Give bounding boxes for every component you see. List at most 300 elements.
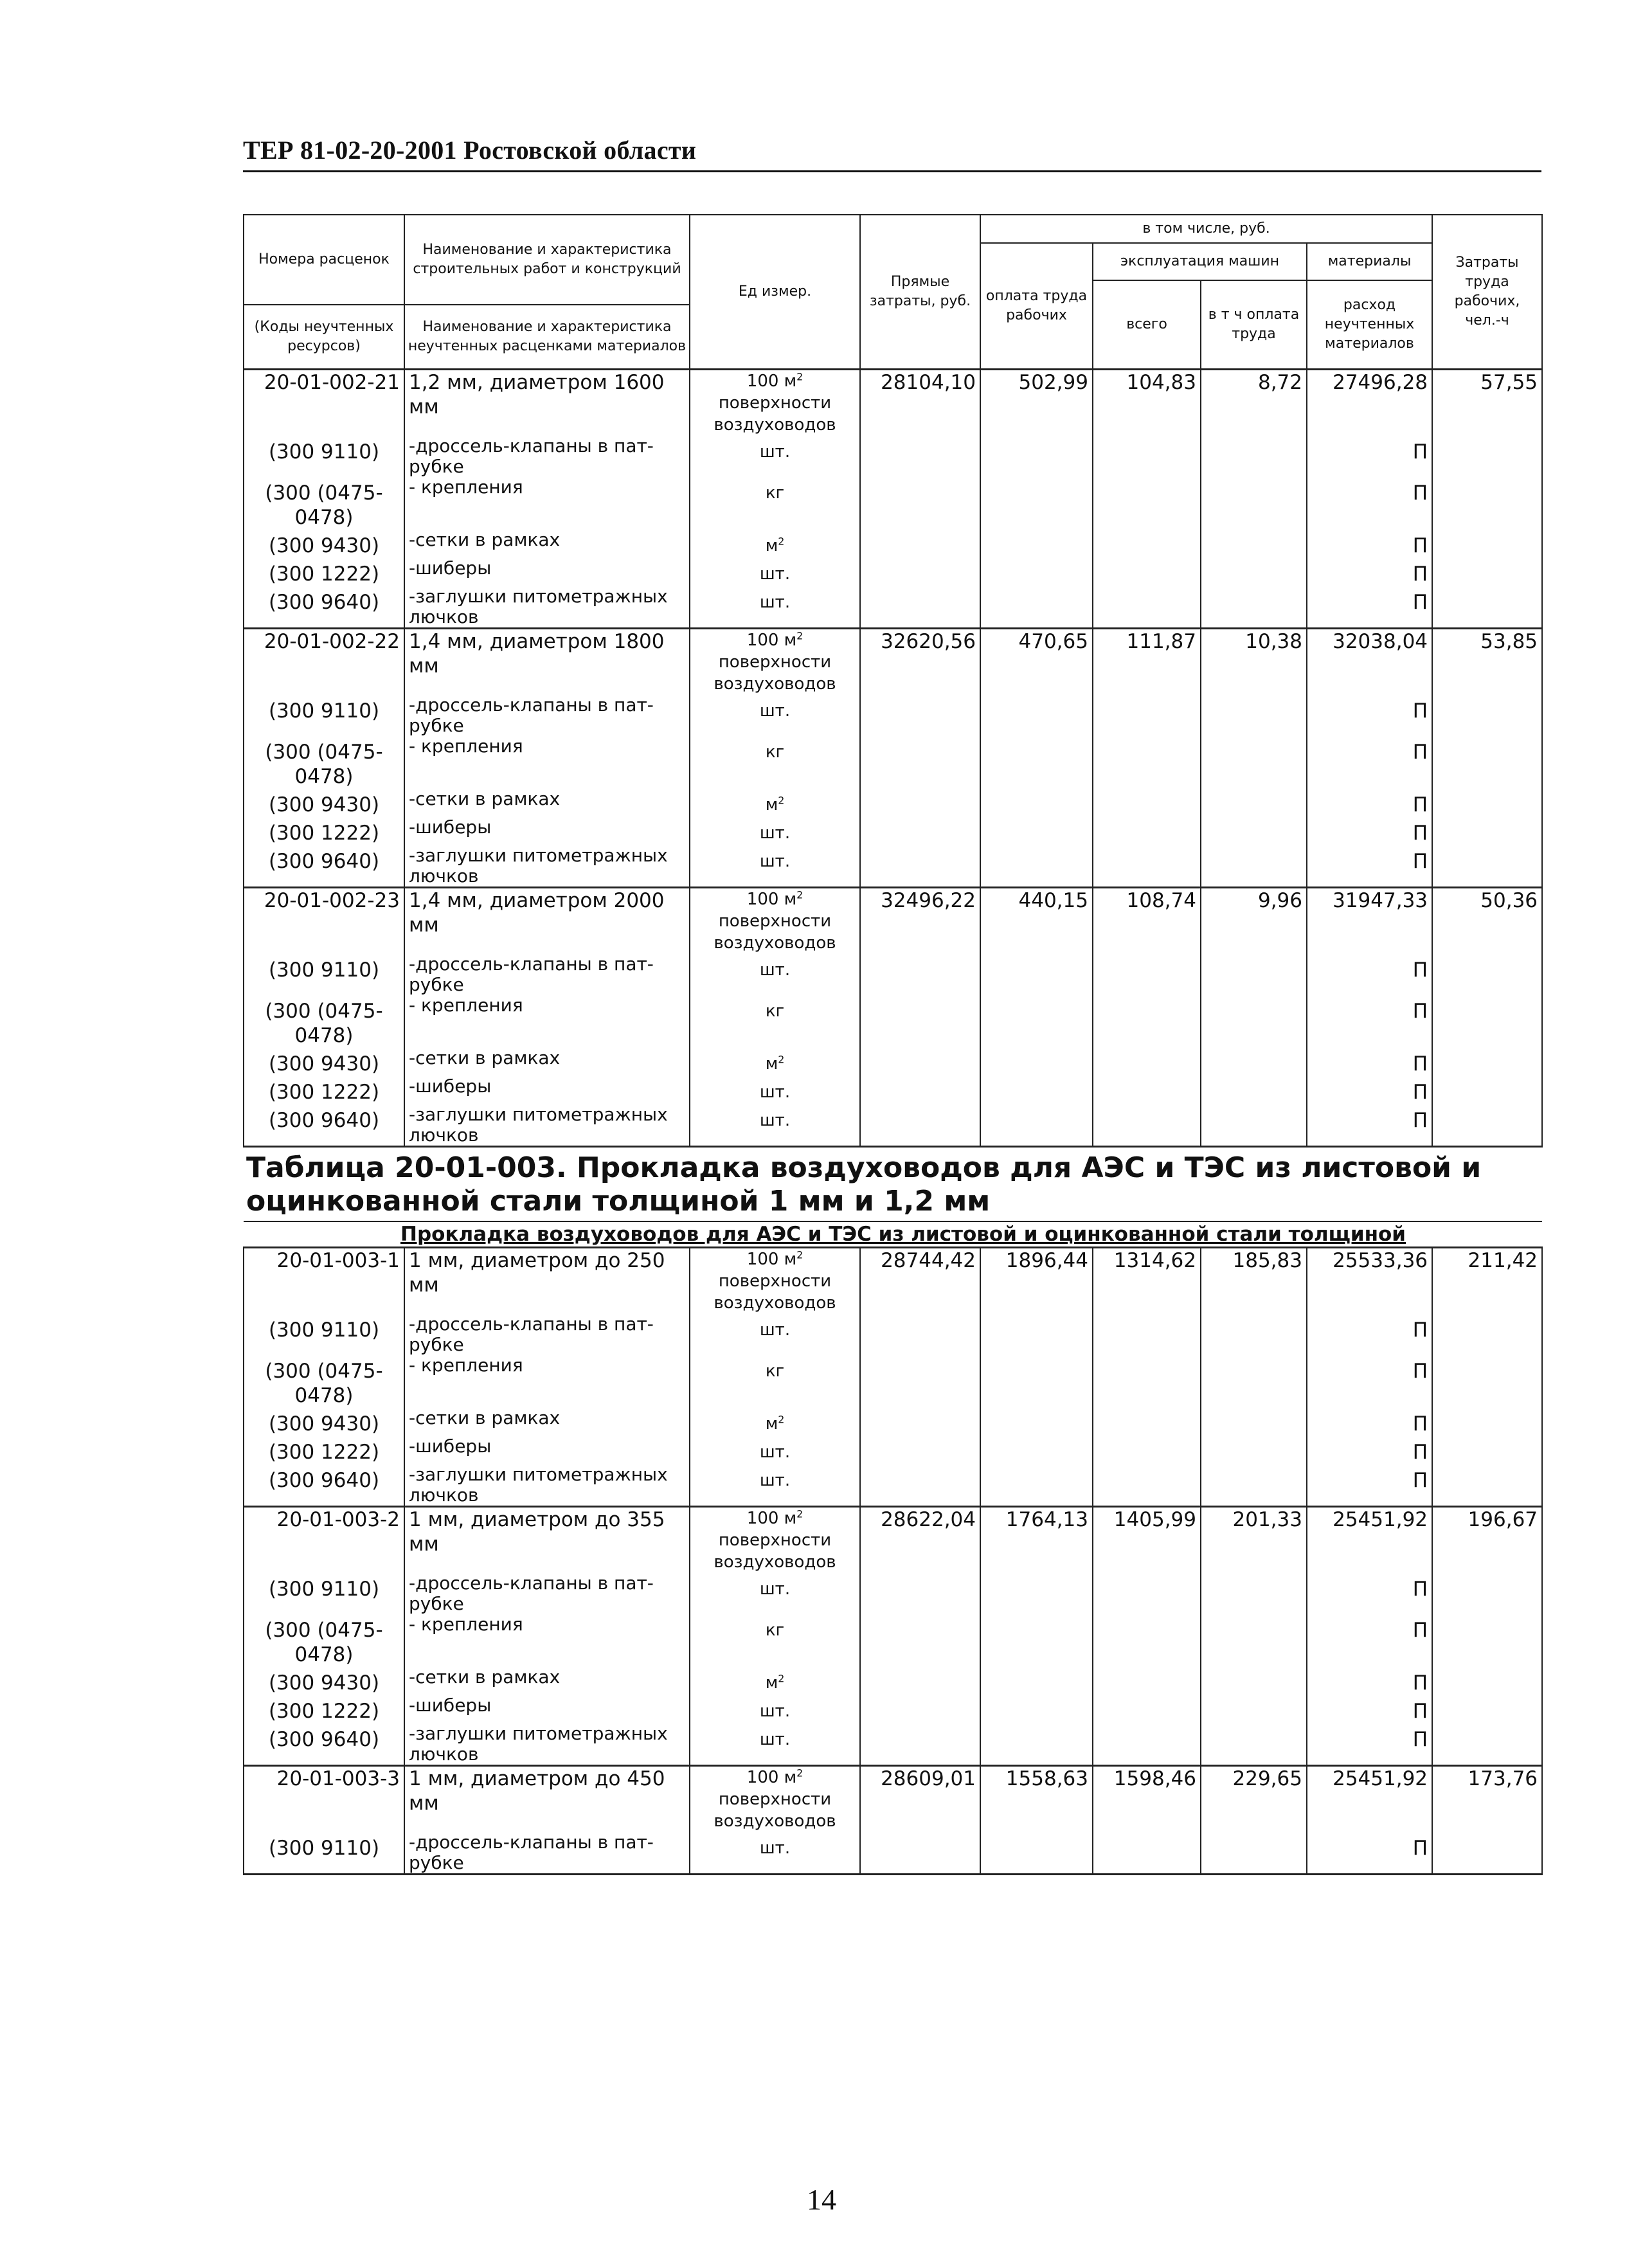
material-row bbox=[244, 789, 1542, 817]
empty-cell bbox=[1093, 436, 1201, 477]
material-unit bbox=[690, 1408, 860, 1436]
material-unit-text: м bbox=[765, 1054, 778, 1074]
empty-cell bbox=[860, 1076, 980, 1104]
empty-cell bbox=[1093, 1667, 1201, 1695]
empty-cell bbox=[1093, 1724, 1201, 1766]
material-name: -шиберы bbox=[404, 1695, 690, 1724]
material-unit-text: шт. bbox=[759, 1320, 791, 1340]
rate-block bbox=[244, 628, 1542, 887]
empty-cell bbox=[1432, 1076, 1542, 1104]
empty-cell bbox=[1093, 586, 1201, 629]
header-materials: материалы bbox=[1307, 243, 1432, 280]
unit-amount: 100 м bbox=[746, 1767, 797, 1787]
empty-cell bbox=[980, 1314, 1093, 1355]
unit-description: поверхности воздуховодов bbox=[714, 911, 836, 953]
empty-cell bbox=[1432, 695, 1542, 736]
empty-cell bbox=[1093, 995, 1201, 1048]
empty-cell bbox=[980, 1104, 1093, 1147]
material-name: -сетки в рамках bbox=[404, 1667, 690, 1695]
material-name: - крепления bbox=[404, 736, 690, 789]
empty-cell bbox=[1432, 1614, 1542, 1667]
material-row bbox=[244, 558, 1542, 586]
empty-cell bbox=[860, 1436, 980, 1464]
resource-code: (300 9640) bbox=[244, 1464, 404, 1507]
empty-cell bbox=[1093, 845, 1201, 888]
material-flag: П bbox=[1307, 1436, 1432, 1464]
resource-code: (300 1222) bbox=[244, 558, 404, 586]
material-unit bbox=[690, 1048, 860, 1076]
machines-total: 111,87 bbox=[1093, 628, 1201, 695]
material-flag: П bbox=[1307, 558, 1432, 586]
material-unit-exponent: 2 bbox=[778, 1053, 785, 1065]
material-name: -шиберы bbox=[404, 558, 690, 586]
material-flag: П bbox=[1307, 845, 1432, 888]
empty-cell bbox=[860, 1832, 980, 1875]
unit-exponent: 2 bbox=[796, 1767, 804, 1779]
material-name: -дроссель-клапаны в пат-рубке bbox=[404, 436, 690, 477]
empty-cell bbox=[1093, 789, 1201, 817]
header-labor-costs: Затраты труда рабочих, чел.-ч bbox=[1432, 215, 1542, 369]
empty-cell bbox=[1093, 1048, 1201, 1076]
material-unit-text: шт. bbox=[759, 592, 791, 612]
header-rate-numbers: Номера расценок bbox=[244, 215, 404, 305]
empty-cell bbox=[860, 1695, 980, 1724]
rate-block bbox=[244, 1506, 1542, 1765]
section-subtitle-row bbox=[244, 1221, 1542, 1248]
rate-block bbox=[244, 1765, 1542, 1874]
empty-cell bbox=[860, 530, 980, 558]
empty-cell bbox=[1201, 817, 1307, 845]
header-machines-pay: в т ч оплата труда bbox=[1201, 280, 1307, 369]
machines-total: 108,74 bbox=[1093, 887, 1201, 954]
document-title: ТЕР 81-02-20-2001 Ростовской области bbox=[243, 136, 697, 165]
material-name: - крепления bbox=[404, 477, 690, 530]
material-unit bbox=[690, 995, 860, 1048]
empty-cell bbox=[1432, 1832, 1542, 1875]
empty-cell bbox=[1201, 558, 1307, 586]
rate-block bbox=[244, 887, 1542, 1146]
material-unit bbox=[690, 1614, 860, 1667]
rate-row bbox=[244, 1506, 1542, 1573]
unit-amount: 100 м bbox=[746, 630, 797, 650]
machines-pay: 10,38 bbox=[1201, 628, 1307, 695]
material-unit bbox=[690, 1667, 860, 1695]
empty-cell bbox=[1201, 436, 1307, 477]
material-name: -заглушки питометражных лючков bbox=[404, 1464, 690, 1507]
labor-costs: 173,76 bbox=[1432, 1765, 1542, 1832]
empty-cell bbox=[1432, 736, 1542, 789]
material-unit bbox=[690, 817, 860, 845]
header-rule bbox=[243, 170, 1541, 172]
empty-cell bbox=[1432, 845, 1542, 888]
empty-cell bbox=[1432, 558, 1542, 586]
unit-description: поверхности воздуховодов bbox=[714, 1530, 836, 1572]
material-unit bbox=[690, 695, 860, 736]
rate-unit bbox=[690, 1506, 860, 1573]
empty-cell bbox=[1093, 1695, 1201, 1724]
empty-cell bbox=[1093, 1464, 1201, 1507]
labor-pay: 1558,63 bbox=[980, 1765, 1093, 1832]
material-row bbox=[244, 477, 1542, 530]
unit-description: поверхности воздуховодов bbox=[714, 393, 836, 435]
empty-cell bbox=[1201, 1314, 1307, 1355]
empty-cell bbox=[1201, 1464, 1307, 1507]
empty-cell bbox=[1432, 1048, 1542, 1076]
unit-description: поверхности воздуховодов bbox=[714, 652, 836, 694]
material-unit bbox=[690, 1695, 860, 1724]
material-row bbox=[244, 1667, 1542, 1695]
empty-cell bbox=[860, 736, 980, 789]
labor-costs: 211,42 bbox=[1432, 1247, 1542, 1314]
empty-cell bbox=[980, 1614, 1093, 1667]
material-flag: П bbox=[1307, 1314, 1432, 1355]
material-name: -дроссель-клапаны в пат-рубке bbox=[404, 1573, 690, 1614]
resource-code: (300 9110) bbox=[244, 1573, 404, 1614]
empty-cell bbox=[980, 1408, 1093, 1436]
material-unit-exponent: 2 bbox=[778, 794, 785, 806]
empty-cell bbox=[1093, 954, 1201, 995]
empty-cell bbox=[860, 695, 980, 736]
material-flag: П bbox=[1307, 1573, 1432, 1614]
material-unit-text: м bbox=[765, 536, 778, 555]
unit-amount: 100 м bbox=[746, 1508, 797, 1528]
material-row bbox=[244, 995, 1542, 1048]
empty-cell bbox=[1093, 1104, 1201, 1147]
machines-total: 1405,99 bbox=[1093, 1506, 1201, 1573]
empty-cell bbox=[1201, 1695, 1307, 1724]
material-unit bbox=[690, 477, 860, 530]
material-flag: П bbox=[1307, 1724, 1432, 1766]
empty-cell bbox=[980, 530, 1093, 558]
labor-costs: 50,36 bbox=[1432, 887, 1542, 954]
material-unit-text: шт. bbox=[759, 823, 791, 843]
empty-cell bbox=[860, 436, 980, 477]
empty-cell bbox=[860, 1667, 980, 1695]
material-row bbox=[244, 1464, 1542, 1507]
empty-cell bbox=[1201, 1724, 1307, 1766]
material-unit bbox=[690, 586, 860, 629]
material-row bbox=[244, 1355, 1542, 1408]
material-unit-text: шт. bbox=[759, 442, 791, 462]
empty-cell bbox=[1432, 586, 1542, 629]
empty-cell bbox=[860, 1408, 980, 1436]
resource-code: (300 (0475-0478) bbox=[244, 736, 404, 789]
materials-cost: 25451,92 bbox=[1307, 1506, 1432, 1573]
machines-pay: 185,83 bbox=[1201, 1247, 1307, 1314]
material-unit bbox=[690, 558, 860, 586]
resource-code: (300 9430) bbox=[244, 530, 404, 558]
material-flag: П bbox=[1307, 1832, 1432, 1875]
material-name: -заглушки питометражных лючков bbox=[404, 845, 690, 888]
machines-pay: 8,72 bbox=[1201, 369, 1307, 436]
rate-code: 20-01-003-2 bbox=[244, 1506, 404, 1573]
material-unit-text: шт. bbox=[759, 1838, 791, 1858]
resource-code: (300 9430) bbox=[244, 1667, 404, 1695]
empty-cell bbox=[860, 1314, 980, 1355]
material-row bbox=[244, 1832, 1542, 1875]
material-unit-text: кг bbox=[765, 1001, 785, 1021]
empty-cell bbox=[1432, 1104, 1542, 1147]
material-flag: П bbox=[1307, 817, 1432, 845]
empty-cell bbox=[1432, 1355, 1542, 1408]
empty-cell bbox=[860, 995, 980, 1048]
empty-cell bbox=[1201, 736, 1307, 789]
resource-code: (300 9110) bbox=[244, 1832, 404, 1875]
unit-amount: 100 м bbox=[746, 371, 797, 391]
empty-cell bbox=[1093, 1614, 1201, 1667]
page-number: 14 bbox=[807, 2183, 836, 2216]
material-name: -заглушки питометражных лючков bbox=[404, 1724, 690, 1766]
section-subtitle: Прокладка воздуховодов для АЭС и ТЭС из листовой и оцинкованной стали толщиной bbox=[244, 1221, 1542, 1248]
empty-cell bbox=[860, 1104, 980, 1147]
empty-cell bbox=[980, 586, 1093, 629]
material-row bbox=[244, 530, 1542, 558]
empty-cell bbox=[1201, 1614, 1307, 1667]
material-row bbox=[244, 1408, 1542, 1436]
material-unit-text: шт. bbox=[759, 1729, 791, 1749]
material-flag: П bbox=[1307, 1355, 1432, 1408]
material-unit-text: шт. bbox=[759, 960, 791, 980]
empty-cell bbox=[860, 1614, 980, 1667]
direct-costs: 28609,01 bbox=[860, 1765, 980, 1832]
material-unit-text: м bbox=[765, 795, 778, 815]
material-row bbox=[244, 1314, 1542, 1355]
material-flag: П bbox=[1307, 477, 1432, 530]
material-row bbox=[244, 1573, 1542, 1614]
header-resource-codes: (Коды неучтенных ресурсов) bbox=[244, 305, 404, 369]
empty-cell bbox=[1093, 477, 1201, 530]
header-labor-pay: оплата труда рабочих bbox=[980, 243, 1093, 369]
empty-cell bbox=[1432, 954, 1542, 995]
material-row bbox=[244, 586, 1542, 629]
page-header bbox=[243, 132, 1541, 172]
materials-cost: 25451,92 bbox=[1307, 1765, 1432, 1832]
resource-code: (300 1222) bbox=[244, 817, 404, 845]
material-flag: П bbox=[1307, 436, 1432, 477]
material-flag: П bbox=[1307, 1048, 1432, 1076]
empty-cell bbox=[860, 1355, 980, 1408]
empty-cell bbox=[1093, 558, 1201, 586]
empty-cell bbox=[1432, 1724, 1542, 1766]
empty-cell bbox=[980, 1695, 1093, 1724]
rate-row bbox=[244, 628, 1542, 695]
empty-cell bbox=[1201, 845, 1307, 888]
material-flag: П bbox=[1307, 1614, 1432, 1667]
rate-row bbox=[244, 1765, 1542, 1832]
unit-exponent: 2 bbox=[796, 1508, 804, 1520]
empty-cell bbox=[1093, 530, 1201, 558]
material-unit bbox=[690, 1314, 860, 1355]
empty-cell bbox=[1432, 477, 1542, 530]
rate-unit bbox=[690, 369, 860, 436]
material-flag: П bbox=[1307, 954, 1432, 995]
materials-cost: 27496,28 bbox=[1307, 369, 1432, 436]
labor-costs: 196,67 bbox=[1432, 1506, 1542, 1573]
empty-cell bbox=[1432, 1436, 1542, 1464]
empty-cell bbox=[980, 1464, 1093, 1507]
resource-code: (300 1222) bbox=[244, 1695, 404, 1724]
material-unit-text: шт. bbox=[759, 1701, 791, 1721]
empty-cell bbox=[1432, 789, 1542, 817]
empty-cell bbox=[1093, 736, 1201, 789]
material-row bbox=[244, 1724, 1542, 1766]
material-name: - крепления bbox=[404, 995, 690, 1048]
material-row bbox=[244, 954, 1542, 995]
material-name: -шиберы bbox=[404, 817, 690, 845]
resource-code: (300 9640) bbox=[244, 845, 404, 888]
empty-cell bbox=[980, 1667, 1093, 1695]
material-flag: П bbox=[1307, 1464, 1432, 1507]
resource-code: (300 (0475-0478) bbox=[244, 477, 404, 530]
material-unit bbox=[690, 954, 860, 995]
material-unit-text: шт. bbox=[759, 1579, 791, 1599]
empty-cell bbox=[1432, 995, 1542, 1048]
material-row bbox=[244, 1048, 1542, 1076]
rate-unit bbox=[690, 887, 860, 954]
empty-cell bbox=[980, 995, 1093, 1048]
resource-code: (300 9110) bbox=[244, 695, 404, 736]
material-flag: П bbox=[1307, 1667, 1432, 1695]
material-name: -заглушки питометражных лючков bbox=[404, 1104, 690, 1147]
empty-cell bbox=[860, 954, 980, 995]
header-including: в том числе, руб. bbox=[980, 215, 1432, 243]
empty-cell bbox=[980, 1076, 1093, 1104]
empty-cell bbox=[1201, 1076, 1307, 1104]
material-row bbox=[244, 845, 1542, 888]
empty-cell bbox=[860, 558, 980, 586]
rate-name: 1 мм, диаметром до 450 мм bbox=[404, 1765, 690, 1832]
resource-code: (300 1222) bbox=[244, 1436, 404, 1464]
empty-cell bbox=[1093, 1355, 1201, 1408]
material-name: - крепления bbox=[404, 1355, 690, 1408]
material-unit-text: кг bbox=[765, 1361, 785, 1381]
empty-cell bbox=[1432, 1464, 1542, 1507]
resource-code: (300 (0475-0478) bbox=[244, 1614, 404, 1667]
material-unit-text: шт. bbox=[759, 851, 791, 871]
machines-total: 1314,62 bbox=[1093, 1247, 1201, 1314]
empty-cell bbox=[1201, 1573, 1307, 1614]
material-unit-text: шт. bbox=[759, 1442, 791, 1462]
unit-exponent: 2 bbox=[796, 629, 804, 642]
rate-code: 20-01-003-1 bbox=[244, 1247, 404, 1314]
empty-cell bbox=[860, 1464, 980, 1507]
rate-code: 20-01-003-3 bbox=[244, 1765, 404, 1832]
material-flag: П bbox=[1307, 789, 1432, 817]
material-row bbox=[244, 817, 1542, 845]
material-unit bbox=[690, 530, 860, 558]
empty-cell bbox=[860, 845, 980, 888]
empty-cell bbox=[980, 954, 1093, 995]
material-name: - крепления bbox=[404, 1614, 690, 1667]
rate-row bbox=[244, 887, 1542, 954]
empty-cell bbox=[1093, 1832, 1201, 1875]
direct-costs: 28744,42 bbox=[860, 1247, 980, 1314]
empty-cell bbox=[1093, 1573, 1201, 1614]
rate-unit bbox=[690, 1247, 860, 1314]
empty-cell bbox=[980, 1724, 1093, 1766]
rate-code: 20-01-002-21 bbox=[244, 369, 404, 436]
empty-cell bbox=[1432, 1408, 1542, 1436]
empty-cell bbox=[1093, 695, 1201, 736]
material-unit-text: кг bbox=[765, 742, 785, 762]
machines-pay: 201,33 bbox=[1201, 1506, 1307, 1573]
empty-cell bbox=[1201, 1355, 1307, 1408]
header-machines-total: всего bbox=[1093, 280, 1201, 369]
empty-cell bbox=[1201, 1104, 1307, 1147]
empty-cell bbox=[1432, 530, 1542, 558]
material-name: -сетки в рамках bbox=[404, 530, 690, 558]
material-flag: П bbox=[1307, 586, 1432, 629]
material-name: -заглушки питометражных лючков bbox=[404, 586, 690, 629]
material-unit-exponent: 2 bbox=[778, 1672, 785, 1684]
resource-code: (300 (0475-0478) bbox=[244, 1355, 404, 1408]
material-unit bbox=[690, 1464, 860, 1507]
material-row bbox=[244, 736, 1542, 789]
empty-cell bbox=[860, 817, 980, 845]
empty-cell bbox=[980, 477, 1093, 530]
rate-name: 1,2 мм, диаметром 1600 мм bbox=[404, 369, 690, 436]
header-direct-costs: Прямые затраты, руб. bbox=[860, 215, 980, 369]
material-row bbox=[244, 1436, 1542, 1464]
material-unit bbox=[690, 1355, 860, 1408]
empty-cell bbox=[1201, 1436, 1307, 1464]
material-unit bbox=[690, 736, 860, 789]
rate-name: 1,4 мм, диаметром 1800 мм bbox=[404, 628, 690, 695]
empty-cell bbox=[860, 586, 980, 629]
empty-cell bbox=[1201, 1832, 1307, 1875]
empty-cell bbox=[1201, 995, 1307, 1048]
rates-table bbox=[243, 214, 1543, 1875]
empty-cell bbox=[980, 1573, 1093, 1614]
materials-cost: 32038,04 bbox=[1307, 628, 1432, 695]
empty-cell bbox=[860, 789, 980, 817]
section-title-row bbox=[244, 1146, 1542, 1221]
direct-costs: 28622,04 bbox=[860, 1506, 980, 1573]
header-materials-consumption: расход неучтенных материалов bbox=[1307, 280, 1432, 369]
empty-cell bbox=[860, 1724, 980, 1766]
resource-code: (300 9110) bbox=[244, 436, 404, 477]
unit-exponent: 2 bbox=[796, 370, 804, 382]
empty-cell bbox=[1093, 817, 1201, 845]
material-flag: П bbox=[1307, 530, 1432, 558]
material-name: -дроссель-клапаны в пат-рубке bbox=[404, 954, 690, 995]
material-flag: П bbox=[1307, 1408, 1432, 1436]
direct-costs: 32496,22 bbox=[860, 887, 980, 954]
empty-cell bbox=[1201, 954, 1307, 995]
rate-code: 20-01-002-23 bbox=[244, 887, 404, 954]
empty-cell bbox=[1432, 817, 1542, 845]
labor-pay: 1896,44 bbox=[980, 1247, 1093, 1314]
material-unit-text: кг bbox=[765, 483, 785, 503]
material-row bbox=[244, 1695, 1542, 1724]
resource-code: (300 (0475-0478) bbox=[244, 995, 404, 1048]
section-title: Таблица 20-01-003. Прокладка воздуховодов для АЭС и ТЭС из листовой и оцинкованной стали толщиной 1 мм и 1,2 мм bbox=[244, 1146, 1542, 1221]
unit-exponent: 2 bbox=[796, 888, 804, 901]
empty-cell bbox=[980, 558, 1093, 586]
machines-total: 104,83 bbox=[1093, 369, 1201, 436]
empty-cell bbox=[1432, 1573, 1542, 1614]
empty-cell bbox=[1201, 1408, 1307, 1436]
resource-code: (300 9430) bbox=[244, 1048, 404, 1076]
material-name: -дроссель-клапаны в пат-рубке bbox=[404, 1832, 690, 1875]
material-unit bbox=[690, 1076, 860, 1104]
direct-costs: 28104,10 bbox=[860, 369, 980, 436]
material-unit bbox=[690, 845, 860, 888]
rate-row bbox=[244, 1247, 1542, 1314]
empty-cell bbox=[980, 1832, 1093, 1875]
resource-code: (300 9640) bbox=[244, 1104, 404, 1147]
unit-description: поверхности воздуховодов bbox=[714, 1789, 836, 1831]
